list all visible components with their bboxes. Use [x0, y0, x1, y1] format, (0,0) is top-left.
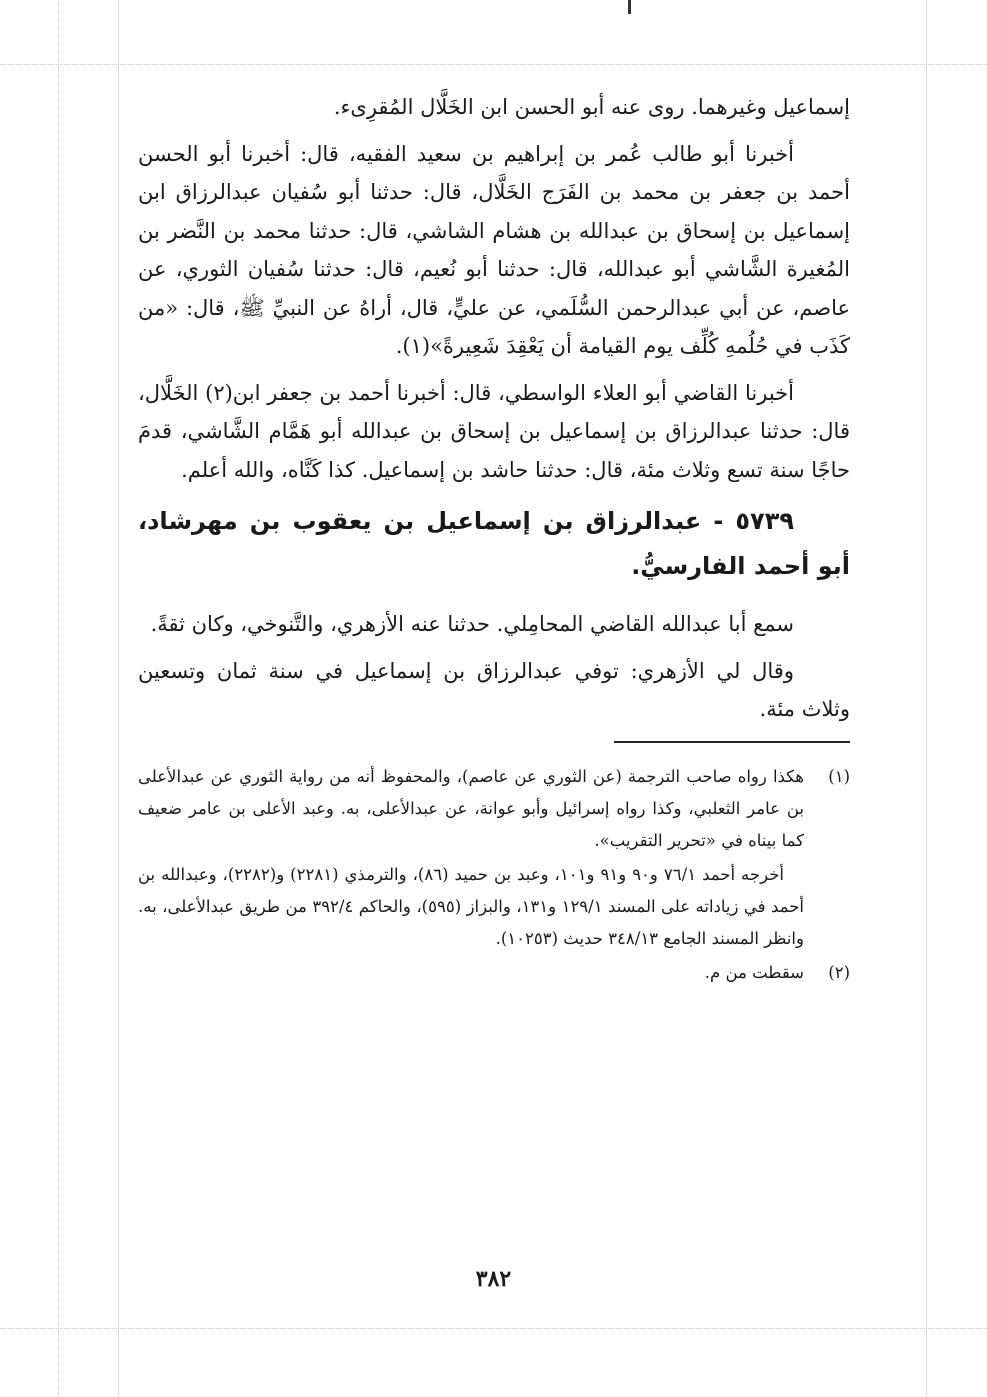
- footnote-text: سقطت من م.: [704, 962, 804, 982]
- footnote-divider: [614, 741, 850, 743]
- paragraph: سمع أبا عبدالله القاضي المحامِلي. حدثنا عنه الأزهري، والتَّنوخي، وكان ثقةً.: [150, 612, 794, 636]
- footnote-2: [138, 957, 850, 989]
- footnote-number: (١): [828, 766, 850, 786]
- entry-heading: ٥٧٣٩ - عبدالرزاق بن إسماعيل بن يعقوب بن مهرشاد، أبو أحمد الفارسيُّ.: [138, 507, 850, 580]
- footnote-number: (٢): [828, 962, 850, 982]
- scan-guide-line: [926, 0, 927, 1397]
- main-text: [138, 88, 850, 991]
- page-number: ٣٨٢: [475, 1266, 512, 1292]
- footnote-1: [138, 761, 850, 857]
- paragraph: وقال لي الأزهري: توفي عبدالرزاق بن إسماعيل في سنة ثمان وتسعين وثلاث مئة.: [138, 658, 850, 721]
- scan-guide-line: [58, 0, 59, 1397]
- scan-guide-line: [118, 0, 119, 1397]
- paragraph: إسماعيل وغيرهما. روى عنه أبو الحسن ابن الخَلَّال المُقرِىء.: [333, 95, 850, 119]
- scan-guide-line: [0, 1328, 987, 1329]
- paragraph: أخبرنا أبو طالب عُمر بن إبراهيم بن سعيد الفقيه، قال: أخبرنا أبو الحسن أحمد بن جعفر بن محمد بن الفَرَج الخَلَّال، قال: حدثنا أبو سُفيان عبدالرزاق ابن إسماعيل بن إسحاق بن عبدالله بن هشام الشاشي، قال: حدثنا محمد بن النَّضر بن المُغيرة الشَّاشي أبو عبدالله، قال: حدثنا أبو نُعيم، قال: حدثنا سُفيان الثوري، عن عاصم، عن أبي عبدالرحمن السُّلَمي، عن عليٍّ، قال، أراهُ عن النبيِّ ﷺ، قال: «من كَذَب في حُلُمهِ كُلِّف يوم القيامة أن يَعْقِدَ شَعِيرةً»(١).: [138, 141, 850, 358]
- footnote-1-continuation: أخرجه أحمد ٧٦/١ و٩٠ و٩١ و١٠١، وعبد بن حميد (٨٦)، والترمذي (٢٢٨١) و(٢٢٨٢)، وعبدالله بن أحمد في زياداته على المسند ١٢٩/١ و١٣١، والبزاز (٥٩٥)، والحاكم ٣٩٢/٤ من طريق عبدالأعلى، به. وانظر المسند الجامع ٣٤٨/١٣ حديث (١٠٢٥٣).: [138, 864, 804, 948]
- scan-guide-line: [0, 64, 987, 65]
- footnote-text: هكذا رواه صاحب الترجمة (عن الثوري عن عاصم)، والمحفوظ أنه من رواية الثوري عن عبدالأعلى بن عامر الثعلبي، وكذا رواه إسرائيل وأبو عوانة، عن عبدالأعلى، به. وعبد الأعلى بن عامر ضعيف كما بيناه في «تحرير التقريب».: [138, 766, 805, 850]
- scan-mark: [628, 0, 631, 14]
- paragraph: أخبرنا القاضي أبو العلاء الواسطي، قال: أخبرنا أحمد بن جعفر ابن(٢) الخَلَّال، قال: حدثنا عبدالرزاق بن إسماعيل بن إسحاق بن عبدالله أبو هَمَّام الشَّاشي، قدمَ حاجًا سنة تسع وثلاث مئة، قال: حدثنا حاشد بن إسماعيل. كذا كَنَّاه، والله أعلم.: [138, 380, 850, 482]
